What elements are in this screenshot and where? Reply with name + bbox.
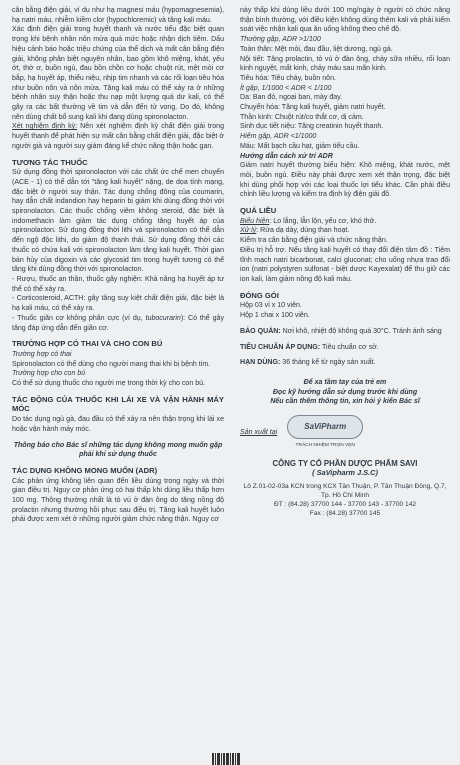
uncommon-adr-4: Sinh dục tiết niệu: Tăng creatinin huyết thanh. xyxy=(240,123,384,131)
savipharm-logo-mark: SaViPharm xyxy=(287,415,363,439)
common-adr-heading: Thường gặp, ADR >1/100 xyxy=(240,36,321,44)
adr-guide-paragraph: Giảm natri huyết thường biểu hiện: Khô miệng, khát nước, mệt mỏi, buồn ngủ. Điều này phải được xem xét thận trọng, đặc biệt khi dùng phối hợp với các loại thuốc lợi tiểu khác. Cần phải điều chỉnh liều lượng và kiểm tra định kỳ điện giải đồ. xyxy=(240,162,450,199)
rare-adr-heading: Hiếm gặp, ADR <1/1000 xyxy=(240,133,317,141)
overdose-support: Điều trị hỗ trợ. Nếu tăng kali huyết có thay đổi điện tâm đồ : Tiêm tĩnh mạch natri bicarbonat, calci gluconat; cho uống nhựa trao đổi ion (natri polystyren sulfonat - biệt dược Kayexalat) để thu giữ các ion kali, làm giảm nồng độ kali máu. xyxy=(240,246,450,283)
left-column xyxy=(12,6,224,525)
warning-ask-doctor: Nếu cần thêm thông tin, xin hỏi ý kiến Bác sĩ xyxy=(270,398,420,406)
uncommon-adr-heading: Ít gặp, 1/1000 < ADR < 1/100 xyxy=(240,84,332,92)
interaction-corticosteroid: - Corticosteroid, ACTH: gây tăng suy kiệt chất điện giải, đặc biệt là hạ kali máu, có thể xảy ra. xyxy=(12,295,224,313)
overdose-check: Kiểm tra cân bằng điện giải và chức năng thận. xyxy=(240,237,388,245)
storage-line: BẢO QUẢN: Nơi khô, nhiệt độ không quá 30°C. Tránh ánh sáng xyxy=(240,327,442,335)
common-adr-1: Toàn thân: Mệt mỏi, đau đầu, liệt dương, ngủ gà. xyxy=(240,45,393,53)
company-fax: Fax : (84.28) 37700 145 xyxy=(309,510,381,518)
barcode-mark xyxy=(212,753,246,765)
savipharm-logo xyxy=(287,415,363,451)
pregnancy-heading: TRƯỜNG HỢP CÓ THAI VÀ CHO CON BÚ xyxy=(12,339,163,349)
pregnancy-paragraph: Spironolacton có thể dùng cho người mang thai khi bị bệnh tim. xyxy=(12,360,211,368)
expiry-line: HẠN DÙNG: 36 tháng kể từ ngày sản xuất. xyxy=(240,359,376,367)
warning-children: Để xa tầm tay của trẻ em xyxy=(303,378,387,386)
uncommon-adr-3: Thần kinh: Chuột rút/co thắt cơ, dị cảm. xyxy=(240,113,364,121)
pregnancy-subheading: Trường hợp có thai xyxy=(12,350,72,358)
periodic-test-text: Nên xét nghiệm định kỳ chất điện giải trong huyết thanh để phát hiện sự mất cân bằng chất điện giải, đặc biệt ở người già và người suy giảm đáng kể chức năng thận hoặc gan. xyxy=(12,123,224,150)
company-short-name: ( SaVipharm J.S.C) xyxy=(312,468,378,478)
company-address: Lô Z.01-02-03a KCN trong KCX Tân Thuận, P. Tân Thuận Đông, Q.7, Tp. Hồ Chí Minh xyxy=(243,483,447,500)
adr-guide-heading: Hướng dẫn cách xử trí ADR xyxy=(240,152,333,160)
breastfeeding-paragraph: Có thể sử dụng thuốc cho người mẹ trong thời kỳ cho con bú. xyxy=(12,380,205,388)
packaging-heading: ĐÓNG GÓI xyxy=(240,290,279,300)
interactions-heading: TƯƠNG TÁC THUỐC xyxy=(12,157,88,167)
common-adr-2: Nội tiết: Tăng prolactin, tỏ vú ở đàn ông, chảy sữa nhiều, rối loạn kinh nguyệt, mất kinh, chảy máu sau mãn kinh. xyxy=(240,55,450,73)
company-phone: ĐT : (84.28) 37700 144 - 37700 143 - 37700 142 xyxy=(273,501,417,509)
interaction-muscle-relaxant: - Thuốc giãn cơ không phân cực (ví dụ, tubocurarin): Có thể gây tăng đáp ứng dẫn đến giãn cơ. xyxy=(12,314,224,332)
logo-caption: TRÁCH NHIỆM TRỌN VẸN xyxy=(295,443,355,449)
warning-read: Đọc kỹ hướng dẫn sử dụng trước khi dùng xyxy=(272,388,418,396)
uncommon-adr-2: Chuyển hóa: Tăng kali huyết, giảm natri huyết. xyxy=(240,104,386,112)
notify-doctor-notice: Thông báo cho Bác sĩ những tác dụng không mong muốn gặp phải khi sử dụng thuốc xyxy=(13,441,223,459)
adr-heading: TÁC DỤNG KHÔNG MONG MUỐN (ADR) xyxy=(12,465,158,475)
uncommon-adr-1: Da: Ban đỏ, ngoại ban, mày đay. xyxy=(240,94,343,102)
periodic-test-label: Xét nghiệm định kỳ: xyxy=(12,123,78,131)
periodic-test-paragraph xyxy=(12,122,224,151)
interactions-paragraph: Sử dụng đồng thời spironolacton với các chất ức chế men chuyển (ACE - 1) có thể dẫn tới "tăng kali huyết" nặng, de dọa tính mạng, đặc biệt ở người suy thận. Tác dụng chống đông của coumarin, hay dẫn chất indandion hay heparin bị giảm khi dùng đồng thời với spironolacton. Các thuốc chống viêm không steroid, đặc biệt là indomethacin làm giảm tác dụng chống tăng huyết áp của spironolacton. Sử dụng đồng thời lithi và spironolacton có thể dẫn đến ngộ độc lithi, do giảm độ thanh thải. Sử dụng đồng thời các thuốc có chứa kali với spironolacton làm tăng kali huyết. Thời gian bán hủy của digoxin và các glycosid tim trong huyết tương có thể tăng khi dùng đồng thời với spironolacton. xyxy=(12,169,224,274)
adr-continued-paragraph: này thấp khi dùng liều dưới 100 mg/ngày ở người có chức năng thận bình thường, với điều kiện không dùng thêm kali và phải kiểm soát việc nhận kali qua ăn uống không theo chế độ. xyxy=(240,7,450,34)
interaction-alcohol: - Rượu, thuốc an thần, thuốc gây nghiện: Khả năng hạ huyết áp tư thế có thể xảy ra. xyxy=(12,275,224,293)
made-by-label: Sản xuất tại xyxy=(240,429,278,437)
right-column xyxy=(240,6,450,518)
packaging-2: Hộp 1 chai x 100 viên. xyxy=(240,312,310,320)
company-name: CÔNG TY CỔ PHẦN DƯỢC PHẨM SAVI xyxy=(272,458,418,468)
driving-paragraph: Do tác dụng ngủ gà, đau đầu có thể xảy ra nên thận trọng khi lái xe hoặc vận hành máy móc. xyxy=(12,416,224,433)
overdose-heading: QUÁ LIỀU xyxy=(240,206,277,216)
overdose-treatment: Xử lý: Rửa dạ dày, dùng than hoạt. xyxy=(240,227,350,235)
overdose-symptoms: Biểu hiện: Lo lắng, lẫn lộn, yếu cơ, khó thở. xyxy=(240,217,377,225)
electrolyte-paragraph-1: cân bằng điện giải, ví dụ như hạ magnesi máu (hypomagnesemia), hạ natri máu, nhiễm kiềm clor (hypochloremic) và tăng kali máu. xyxy=(12,7,224,24)
common-adr-3: Tiêu hóa: Tiêu chảy, buồn nôn. xyxy=(240,74,336,82)
breastfeeding-subheading: Trường hợp cho con bú xyxy=(12,370,86,378)
adr-paragraph: Các phản ứng không liên quan đến liều dùng trong ngày và thời gian điều trị. Nguy cơ phản ứng có hại thấp khi dùng liều thấp hơn 100 mg. Thông thường nhất là tỏ vú ở đàn ông do tăng nồng độ prolactin nhưng thường hồi phục sau điều trị. Tăng kali huyết luôn phải được xem xét ở những người giảm chức năng thận. Nguy cơ xyxy=(12,477,224,524)
manufacturer-row xyxy=(240,415,450,451)
rare-adr-1: Máu: Mất bạch cầu hạt, giảm tiểu cầu. xyxy=(240,142,360,150)
driving-heading: TÁC ĐỘNG CỦA THUỐC KHI LÁI XE VÀ VẬN HÀNH MÁY MÓC xyxy=(12,394,224,414)
standard-line: TIÊU CHUẨN ÁP DỤNG: Tiêu chuẩn cơ sở. xyxy=(240,343,379,351)
electrolyte-paragraph-2: Xác định điện giải trong huyết thanh và nước tiểu đặc biệt quan trọng khi bệnh nhân nôn mửa quá mức hoặc nhận dịch tiêm. Dấu hiệu cảnh báo hoặc triệu chứng của thể dịch và mất cân bằng điện giải, không phân biệt nguyên nhân, bao gồm khô miệng, khát, yếu ớt, thờ ơ, buồn ngủ, đau bồn chồn cơ hoặc chuột rút, mệt mỏi cơ bắp, hạ huyết áp, thiểu niệu, nhịp tim nhanh và các rối loạn tiêu hóa như buồn nôn và nôn mửa. Tăng kali máu có thể xảy ra ở những bệnh nhân suy thận hoặc thu nạp một lượng quá dư kali, có thể gây ra các bất thường về tim và dẫn đến tử vong. Do đó, không nên dùng chất bổ sung kali khi đang dùng spironolacton. xyxy=(12,26,224,121)
packaging-1: Hộp 03 vỉ x 10 viên. xyxy=(240,302,302,310)
